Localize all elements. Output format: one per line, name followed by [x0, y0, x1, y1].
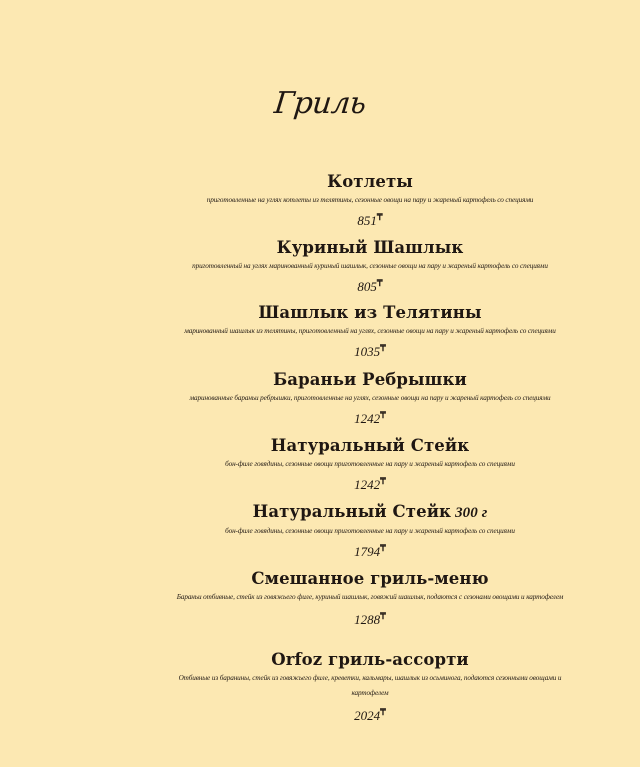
item-description: приготовленный на углях маринованный куриный шашлык, сезонные овощи на пару и жареный картофель со специями: [192, 262, 548, 270]
item-name: Натуральный Стейк 300 г: [252, 502, 488, 521]
tenge-sign: ₸: [380, 611, 386, 621]
item-name: Смешанное гриль-меню: [251, 569, 489, 588]
item-description: приготовленные на углях котлеты из телятины, сезонные овощи на пару и жареный картофель со специями: [206, 196, 534, 204]
menu-item: [150, 172, 590, 229]
tenge-sign: ₸: [380, 410, 386, 420]
item-price: 805₸: [357, 278, 383, 294]
item-description: Бараньи отбивные, стейк из говяжьего филе, куриный шашлык, говяжий шашлык, подаются с сезонами овощами и картофелем: [176, 593, 564, 601]
section-title: Гриль: [272, 86, 368, 121]
menu-item: [150, 650, 590, 724]
item-price: 851₸: [357, 212, 383, 228]
item-price: 1288₸: [354, 611, 386, 627]
item-price: 1035₸: [354, 343, 386, 359]
menu-item: [150, 303, 590, 360]
tenge-sign: ₸: [380, 343, 386, 353]
menu-item: [150, 370, 590, 427]
item-name: Натуральный Стейк: [270, 436, 470, 455]
item-price: 2024₸: [354, 707, 386, 723]
item-price: 1794₸: [354, 543, 386, 559]
item-description: маринованный шашлык из телятины, приготовленный на углях, сезонные овощи на пару и жареный картофель со специями: [184, 327, 556, 335]
item-price: 1242₸: [354, 476, 386, 492]
menu-item: [150, 502, 590, 560]
item-description: бон-филе говядины, сезонные овощи приготовленные на пару и жареный картофель со специями: [225, 527, 515, 535]
menu-item: [150, 238, 590, 295]
item-name: Шашлык из Телятины: [258, 303, 482, 322]
item-name: Куриный Шашлык: [276, 238, 464, 257]
item-price: 1242₸: [354, 410, 386, 426]
item-name: Бараньи Ребрышки: [273, 370, 467, 389]
item-description: маринованные бараньи ребрышки, приготовленные на углях, сезонные овощи на пару и жареный картофель со специями: [189, 394, 551, 402]
item-weight: 300 г: [455, 505, 488, 521]
item-description: Отбивные из баранины, стейк из говяжьего филе, креветки, кальмары, шашлык из осьминога, подаются сезонными овощами и картофелем: [178, 674, 562, 697]
menu-item: [150, 436, 590, 493]
item-name: Orfoz гриль-ассорти: [271, 650, 469, 669]
tenge-sign: ₸: [376, 212, 383, 222]
tenge-sign: ₸: [380, 476, 386, 486]
item-name: Котлеты: [327, 172, 413, 191]
tenge-sign: ₸: [376, 278, 383, 288]
menu-item: [150, 569, 590, 628]
tenge-sign: ₸: [380, 543, 386, 553]
tenge-sign: ₸: [380, 707, 386, 717]
item-description: бон-филе говядины, сезонные овощи приготовленные на пару и жареный картофель со специями: [225, 460, 515, 468]
